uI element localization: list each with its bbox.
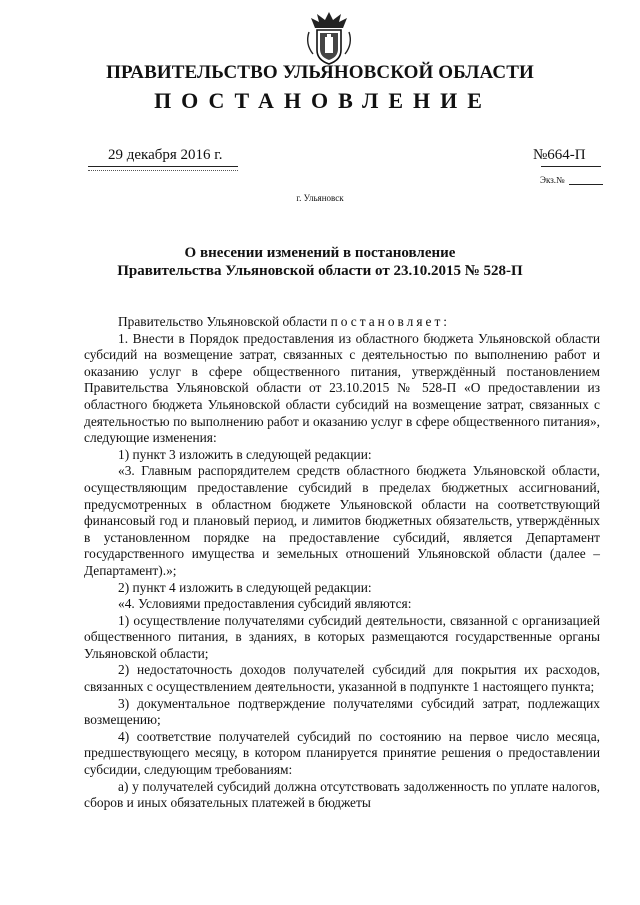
- body-paragraph: 4) соответствие получателей субсидий по состоянию на первое число месяца, предшествующего месяцу, в котором планируется принятие решения о предоставлении субсидии, следующим требованиям:: [84, 728, 600, 778]
- body-paragraph: 1. Внести в Порядок предоставления из областного бюджета Ульяновской области субсидий на возмещение затрат, связанных с деятельностью по выполнению работ и оказанию услуг в сфере общественного питания, утверждённый постановлением Правительства Ульяновской области от 23.10.2015 № 528-П «О предоставлении из областного бюджета Ульяновской области субсидий на возмещение затрат, связанных с деятельностью по выполнению работ и оказанию услуг в сфере общественного питания», следующие изменения:: [84, 330, 600, 446]
- body-paragraph: 2) пункт 4 изложить в следующей редакции:: [118, 579, 372, 595]
- intro-prefix: Правительство Ульяновской области: [118, 314, 331, 329]
- city-name: г. Ульяновск: [296, 193, 344, 203]
- copy-number-label: Экз.№: [540, 175, 565, 185]
- body-paragraph: 2) недостаточность доходов получателей субсидий для покрытия их расходов, связанных с осуществлением деятельности, указанной в подпункте 1 настоящего пункта;: [84, 662, 600, 695]
- body-paragraph: «4. Условиями предоставления субсидий являются:: [118, 596, 412, 612]
- number-underline: [541, 166, 601, 167]
- government-name: ПРАВИТЕЛЬСТВО УЛЬЯНОВСКОЙ ОБЛАСТИ: [106, 62, 534, 83]
- title-line-1: О внесении изменений в постановление: [184, 245, 456, 261]
- decree-body: [84, 314, 600, 812]
- body-paragraph: а) у получателей субсидий должна отсутствовать задолженность по уплате налогов, сборов и иных обязательных платежей в бюджеты: [84, 778, 600, 811]
- decree-title: [0, 244, 640, 280]
- date-dotted-line: [88, 170, 238, 171]
- intro-spaced-verb: постановляет:: [330, 314, 451, 329]
- decree-date: 29 декабря 2016 г.: [108, 147, 223, 163]
- intro-paragraph: [84, 314, 600, 331]
- coat-of-arms-emblem: [303, 8, 355, 66]
- title-line-2: Правительства Ульяновской области от 23.10.2015 № 528-П: [117, 263, 523, 279]
- copy-number-line: [569, 184, 603, 185]
- body-paragraph: 1) пункт 3 изложить в следующей редакции:: [118, 446, 372, 462]
- body-paragraph: 3) документальное подтверждение получателями субсидий затрат, подлежащих возмещению;: [84, 695, 600, 728]
- body-paragraph: «3. Главным распорядителем средств областного бюджета Ульяновской области, осуществляющим предоставление субсидий в пределах бюджетных ассигнований, предусмотренных в областном бюджете Ульяновской области на соответствующий финансовый год и плановый период, и лимитов бюджетных обязательств, утверждённых в установленном порядке на предоставление субсидий, является Департамент государственного имущества и земельных отношений Ульяновской области (далее – Департамент).»;: [84, 463, 600, 578]
- date-underline: [88, 166, 238, 167]
- document-type: ПОСТАНОВЛЕНИЕ: [154, 88, 492, 113]
- body-paragraph: 1) осуществление получателями субсидий деятельности, связанной с организацией общественного питания, в зданиях, в которых размещаются государственные органы Ульяновской области;: [84, 612, 600, 661]
- decree-number: №664-П: [533, 147, 586, 163]
